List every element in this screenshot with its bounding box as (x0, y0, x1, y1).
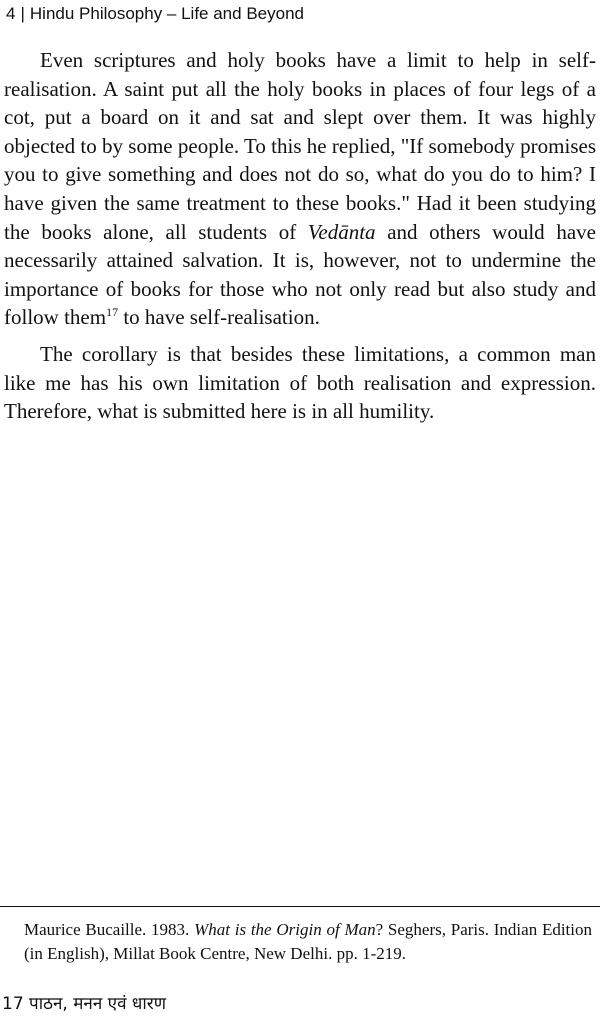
footnote-rule (0, 906, 600, 907)
main-text (4, 46, 596, 434)
footnote-citation (24, 918, 592, 966)
citation-publication: ? Seghers, Paris. Indian Edition (in English), Millat Book Centre, New Delhi. pp. 1-219. (24, 920, 593, 963)
paragraph-1-text: Even scriptures and holy books have a limit to help in self-realisation. A saint put all the holy books in places of four legs of a cot, put a board on it and sat and slept over them. It was highly objected to by some people. To this he replied, "If somebody promises you to give something and does not do so, what do you do to him? I have given the same treatment to these books." Had it been studying the books alone, all students of (4, 48, 596, 244)
citation-author-year: Maurice Bucaille. 1983. (24, 920, 195, 939)
footnote-17-text: पाठन, मनन एवं धारण (23, 994, 167, 1014)
running-title: Hindu Philosophy – Life and Beyond (29, 4, 304, 23)
footnote-17 (2, 993, 166, 1015)
paragraph-2: The corollary is that besides these limitations, a common man like me has his own limitation of both realisation and expression. Therefore, what is submitted here is in all humility. (4, 341, 596, 424)
paragraph-1-text-continued: and others would have necessarily attained salvation. It is, however, not to undermine the importance of books for those who not only read but also study and follow them (4, 219, 596, 330)
italic-term-vedanta: Vedānta (307, 219, 376, 244)
paragraph-1-tail: to have self-realisation. (118, 305, 320, 330)
citation-title: What is the Origin of Man (194, 920, 376, 939)
header-separator: | (20, 4, 25, 23)
running-header (6, 4, 304, 24)
paragraph-1 (4, 46, 596, 332)
footnote-17-number: 17 (2, 994, 24, 1014)
page-number: 4 (6, 4, 16, 23)
footnote-reference-17: 17 (106, 305, 119, 320)
